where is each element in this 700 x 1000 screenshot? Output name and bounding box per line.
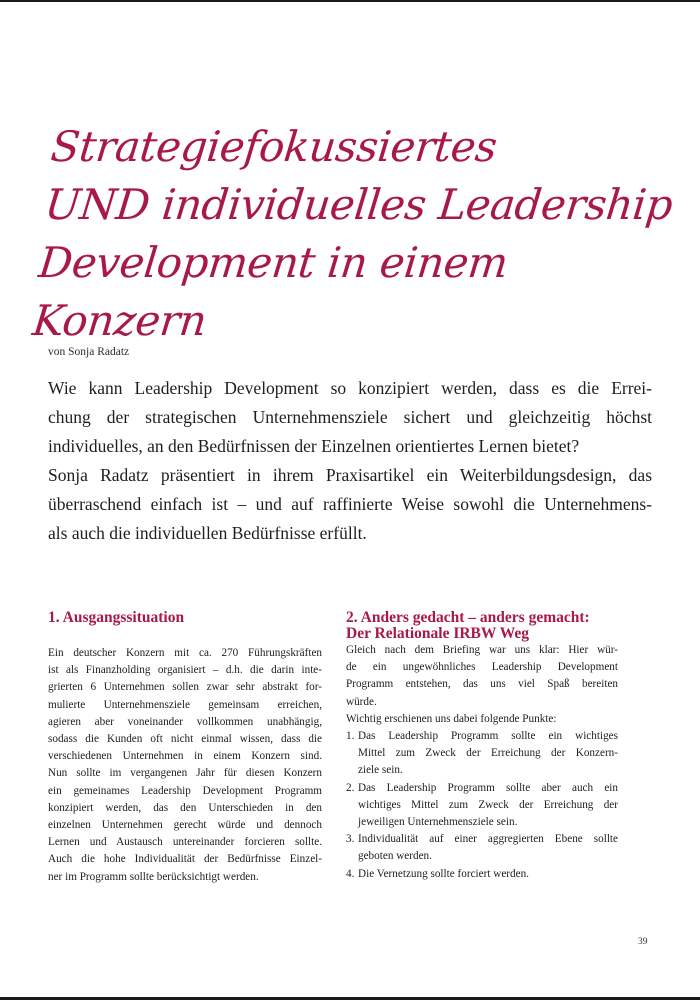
list-number: 4. bbox=[346, 867, 355, 880]
list-line: Das Leadership Programm sollte ein wichtiges bbox=[358, 730, 618, 743]
list-number: 3. bbox=[346, 833, 355, 846]
title-line: UND individuelles Leadership bbox=[42, 180, 675, 229]
list-line: Die Vernetzung sollte forciert werden. bbox=[358, 867, 529, 880]
body-line: Gleich nach dem Briefing war uns klar: Hier wür- bbox=[346, 644, 618, 656]
section-anders-gedacht bbox=[346, 610, 618, 883]
list-item bbox=[346, 780, 618, 832]
body-line: ist als Finanzholding organisiert – d.h. die darin inte- bbox=[48, 664, 322, 677]
author-byline: von Sonja Radatz bbox=[48, 346, 130, 358]
lead-line: individuelles, an den Bedürfnissen der Einzelnen orientiertes Lernen bietet? bbox=[48, 436, 580, 456]
list-line: Individualität auf einer aggregierten Ebene sollte bbox=[358, 833, 618, 846]
list-line: Das Leadership Programm sollte aber auch ein bbox=[358, 781, 618, 794]
list-line: wichtiges Mittel zum Zweck der Erreichung der bbox=[358, 798, 618, 811]
list-item bbox=[346, 831, 618, 865]
list-line: Mittel zum Zweck der Erreichung der Konzern- bbox=[358, 747, 618, 760]
body-line: verschiedenen Unternehmen in einem Konzern sind. bbox=[48, 750, 322, 763]
lead-line: als auch die individuellen Bedürfnisse erfüllt. bbox=[48, 523, 367, 543]
article-title bbox=[30, 118, 684, 350]
list-item bbox=[346, 728, 618, 780]
title-line: Development in einem Konzern bbox=[30, 238, 511, 345]
body-line: agieren aber voneinander vollkommen unabhängig, bbox=[48, 715, 322, 728]
body-line: Auch die hohe Individualität der Bedürfnisse Einzel- bbox=[48, 853, 322, 866]
body-line: grierten 6 Unternehmen sollen zwar sehr abstrakt for- bbox=[48, 681, 322, 694]
body-line: Lernen und Austausch untereinander forcieren sollte. bbox=[48, 836, 322, 849]
body-line: Nun sollte im vergangenen Jahr für diesen Konzern bbox=[48, 767, 322, 780]
page-number: 39 bbox=[638, 937, 648, 947]
body-line: de ein ungewöhnliches Leadership Development bbox=[346, 661, 618, 674]
body-line: Wichtig erschienen uns dabei folgende Punkte: bbox=[346, 712, 557, 725]
heading-line: 2. Anders gedacht – anders gemacht: bbox=[346, 609, 590, 626]
list-line: geboten werden. bbox=[358, 850, 432, 863]
body-line: Ein deutscher Konzern mit ca. 270 Führungskräften bbox=[48, 647, 322, 659]
lead-line: chung der strategischen Unternehmensziele sichert und gleichzeitig höchst bbox=[48, 407, 652, 427]
page-top-edge bbox=[0, 0, 700, 2]
points-list bbox=[346, 728, 618, 883]
body-line: konzipiert werden, das den Unterschieden in den bbox=[48, 801, 322, 814]
section-heading bbox=[346, 610, 618, 642]
list-item bbox=[346, 866, 618, 883]
body-line: einzelnen Unternehmen gerecht würde und dennoch bbox=[48, 819, 322, 832]
body-line: sodass die Kunden oft nicht einmal wissen, dass die bbox=[48, 733, 322, 746]
lead-line: Wie kann Leadership Development so konzipiert werden, dass es die Errei- bbox=[48, 378, 652, 398]
list-number: 2. bbox=[346, 781, 355, 794]
list-line: ziele sein. bbox=[358, 764, 403, 777]
title-line: Strategiefokussiertes bbox=[48, 122, 500, 171]
section-ausgangssituation bbox=[48, 610, 322, 886]
body-line: Programm entstehen, das uns viel Spaß bereiten bbox=[346, 678, 618, 691]
body-line: mulierte Unternehmensziele gemeinsam erreichen, bbox=[48, 698, 322, 711]
body-line: ner im Programm sollte berücksichtigt werden. bbox=[48, 870, 259, 883]
body-line: ein gemeinames Leadership Development Programm bbox=[48, 784, 322, 797]
lead-line: überraschend einfach ist – und auf raffinierte Weise sowohl die Unternehmens- bbox=[48, 494, 652, 514]
section-heading: 1. Ausgangssituation bbox=[48, 609, 185, 626]
list-line: jeweiligen Unternehmensziele sein. bbox=[358, 816, 518, 829]
section-intro bbox=[346, 642, 618, 728]
lead-line: Sonja Radatz präsentiert in ihrem Praxisartikel ein Weiterbildungsdesign, das bbox=[48, 465, 652, 485]
section-body bbox=[48, 645, 322, 886]
body-line: würde. bbox=[346, 695, 377, 708]
list-number: 1. bbox=[346, 730, 355, 743]
heading-line: Der Relationale IRBW Weg bbox=[346, 625, 529, 642]
lead-paragraph bbox=[48, 374, 652, 548]
